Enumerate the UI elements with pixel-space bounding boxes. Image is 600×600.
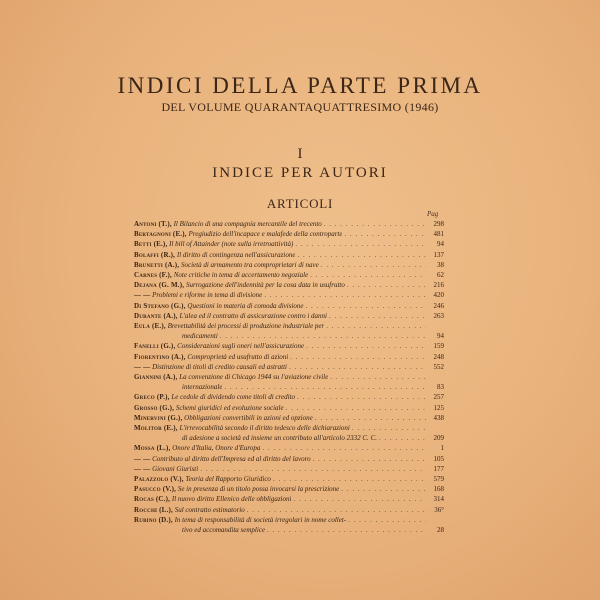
index-entry <box>134 290 444 300</box>
entry-page-number: 216 <box>433 281 444 290</box>
leader-dots <box>284 403 426 413</box>
entry-author: Minervini (G.), <box>134 413 183 422</box>
entry-page-number: 481 <box>433 230 444 239</box>
entry-page-number: 159 <box>433 342 444 351</box>
subsection-title: ARTICOLI <box>266 196 334 211</box>
entry-title: Obbligazioni convertibili in azioni ed opzione <box>184 413 313 422</box>
leader-dots <box>295 250 426 260</box>
index-entry <box>134 494 444 504</box>
index-entry-line <box>134 454 444 464</box>
index-entry-line <box>134 239 444 249</box>
entry-author: Mossa (L.), <box>134 444 171 453</box>
entry-author: Carnes (F.), <box>134 271 172 280</box>
entry-author: — — <box>134 362 151 371</box>
index-entry <box>134 219 444 229</box>
leader-dots <box>198 464 426 474</box>
leader-dots <box>339 484 426 494</box>
index-entry-line <box>134 331 444 341</box>
leader-dots <box>293 239 426 249</box>
entry-author: Rubino (D.), <box>134 515 173 524</box>
entry-page-number: 579 <box>433 475 444 484</box>
index-entry-line <box>134 372 444 382</box>
entry-title: Considerazioni sugli oneri nell'assicurazione <box>177 342 305 351</box>
index-entry <box>134 301 444 311</box>
entry-author: Palazzolo (V.), <box>134 475 184 484</box>
entry-page-number: 246 <box>433 301 444 310</box>
entry-title: Se in presenza di un titolo possa invocarsi la prescrizione <box>177 485 340 494</box>
entry-page-number: 137 <box>433 250 444 259</box>
index-entry <box>134 443 444 453</box>
index-entry-line <box>134 443 444 453</box>
entry-author: Fanelli (G.), <box>134 342 176 351</box>
index-entry <box>134 413 444 423</box>
entry-title: tivo ed accomandita semplice <box>182 526 266 535</box>
entry-author: Pasucco (V.), <box>134 485 177 494</box>
entry-title: In tema di responsabilità di società irregolari in nome collet- <box>174 515 347 524</box>
index-entry <box>134 484 444 494</box>
leader-dots <box>319 260 426 270</box>
entry-author: Betti (E.), <box>134 240 168 249</box>
leader-dots <box>260 443 426 453</box>
entry-title: Il diritto di contingenza nell'assicurazione <box>176 250 296 259</box>
entry-title: Problemi e riforme in tema di divisione <box>152 291 263 300</box>
entry-author: Bertagnoni (E.), <box>134 230 187 239</box>
leader-dots <box>308 270 426 280</box>
entry-page-number: 28 <box>437 526 444 535</box>
entry-author: Di Stefano (G.), <box>134 301 186 310</box>
index-entry <box>134 270 444 280</box>
leader-dots <box>218 331 426 341</box>
author-index-list <box>134 219 444 535</box>
entry-title: Note critiche in tema di accertamento negoziale <box>173 271 309 280</box>
index-entry-line <box>134 250 444 260</box>
leader-dots <box>324 321 426 331</box>
entry-title: Teoria del Rapporto Giuridico <box>185 475 271 484</box>
index-entry-line <box>134 341 444 351</box>
index-entry-line <box>134 392 444 402</box>
index-entry-line <box>134 270 444 280</box>
leader-dots <box>311 454 426 464</box>
section-number: I <box>297 146 303 162</box>
section-title: INDICE PER AUTORI <box>212 165 388 181</box>
index-entry <box>134 372 444 392</box>
entry-author: Greco (P.), <box>134 393 170 402</box>
entry-title: Le cedole di dividendo come titoli di credito <box>171 393 295 402</box>
index-entry-line <box>134 260 444 270</box>
leader-dots <box>262 290 426 300</box>
entry-author: Dejana (G. M.), <box>134 281 185 290</box>
entry-page-number: 1 <box>440 444 444 453</box>
index-entry <box>134 464 444 474</box>
entry-title: Onore d'Italia, Onore d'Europa <box>172 444 261 453</box>
index-entry-line <box>134 229 444 239</box>
entry-title: di adesione a società ed insieme un contributo all'articolo 2332 C. C. <box>182 434 377 443</box>
leader-dots <box>295 392 426 402</box>
entry-page-number: 62 <box>437 271 444 280</box>
index-entry <box>134 515 444 535</box>
leader-dots <box>377 433 426 443</box>
index-entry <box>134 505 444 515</box>
leader-dots <box>322 219 426 229</box>
entry-page-number: 438 <box>433 413 444 422</box>
entry-title: L'irrevocabilità secondo il diritto tedesco delle dichiarazioni <box>179 424 350 433</box>
entry-page-number: 38 <box>437 260 444 269</box>
index-entry-line <box>134 474 444 484</box>
entry-title: Contributo al diritto dell'Impresa ed al diritto del lavoro <box>152 454 311 463</box>
index-entry-line <box>134 505 444 515</box>
entry-page-number: 420 <box>433 291 444 300</box>
entry-author: Rocas (C.), <box>134 495 171 504</box>
entry-title: Sul contratto estimatorio <box>174 505 245 514</box>
entry-title: Distinzione di titoli di credito causali ed astratti <box>152 362 287 371</box>
index-entry <box>134 341 444 351</box>
entry-title: Pregiudizio dell'incapace e malafede della controparte <box>188 230 343 239</box>
entry-title: La convenzione di Chicago 1944 su l'aviazione civile <box>179 373 329 382</box>
entry-title: Società di armamento tra comproprietari di nave <box>180 260 319 269</box>
entry-page-number: 298 <box>433 220 444 228</box>
entry-page-number: 94 <box>437 332 444 341</box>
index-entry-line <box>134 433 444 443</box>
leader-dots <box>304 301 427 311</box>
entry-author: Eula (E.), <box>134 322 166 331</box>
index-entry-line <box>134 382 444 392</box>
leader-dots <box>287 362 426 372</box>
entry-page-number: 125 <box>433 403 444 412</box>
index-entry-line <box>134 423 444 433</box>
entry-author: Antoni (T.), <box>134 220 172 228</box>
leader-dots <box>291 494 426 504</box>
entry-author: — — <box>134 464 151 473</box>
entry-page-number: 314 <box>433 495 444 504</box>
index-entry <box>134 250 444 260</box>
leader-dots <box>345 280 426 290</box>
entry-title: medicamenti <box>182 332 218 341</box>
index-entry <box>134 260 444 270</box>
entry-title: Il nuovo diritto Ellenico delle obbligazioni <box>171 495 292 504</box>
entry-page-number: 248 <box>433 352 444 361</box>
leader-dots <box>313 413 426 423</box>
entry-author: Grosso (G.), <box>134 403 175 412</box>
leader-dots <box>222 382 426 392</box>
index-entry <box>134 229 444 239</box>
index-entry-line <box>134 301 444 311</box>
leader-dots <box>265 525 426 535</box>
entry-title: Comproprietà ed usufrutto di azioni <box>187 352 289 361</box>
entry-author: — — <box>134 454 151 463</box>
index-entry <box>134 239 444 249</box>
entry-author: — — <box>134 291 151 300</box>
leader-dots <box>304 341 426 351</box>
page-title: INDICI DELLA PARTE PRIMA <box>117 73 483 98</box>
leader-dots <box>342 229 426 239</box>
entry-title: Il Bilancio di una compagnia mercantile del trecento <box>173 220 322 228</box>
entry-page-number: 105 <box>433 454 444 463</box>
leader-dots <box>346 515 426 525</box>
leader-dots <box>350 423 426 433</box>
entry-title: Il bill of Attainder (note sulla irretroattività) <box>169 240 294 249</box>
index-entry-line <box>134 484 444 494</box>
entry-author: Brunetti (A.), <box>134 260 180 269</box>
entry-page-number: 83 <box>437 383 444 392</box>
index-entry-line <box>134 219 444 229</box>
entry-page-number: 263 <box>433 311 444 320</box>
entry-page-number: 257 <box>433 393 444 402</box>
index-entry <box>134 392 444 402</box>
entry-title: Giovani Giuristi <box>152 464 199 473</box>
leader-dots <box>328 372 426 382</box>
page-subtitle: DEL VOLUME QUARANTAQUATTRESIMO (1946) <box>161 100 439 114</box>
entry-page-number: 168 <box>433 485 444 494</box>
index-entry-line <box>134 464 444 474</box>
entry-page-number: 36° <box>434 505 444 514</box>
index-entry <box>134 321 444 341</box>
leader-dots <box>327 311 426 321</box>
entry-author: Giannini (A.), <box>134 373 178 382</box>
entry-title: Surrogazione dell'indennità per la cosa data in usufrutto <box>185 281 345 290</box>
index-entry-line <box>134 515 444 525</box>
index-entry <box>134 280 444 290</box>
entry-title: Questioni in materia di comoda divisione <box>187 301 304 310</box>
index-entry-line <box>134 494 444 504</box>
index-entry-line <box>134 290 444 300</box>
index-entry <box>134 352 444 362</box>
index-entry-line <box>134 280 444 290</box>
entry-page-number: 94 <box>437 240 444 249</box>
leader-dots <box>288 352 426 362</box>
index-entry <box>134 474 444 484</box>
index-entry <box>134 423 444 443</box>
index-entry <box>134 454 444 464</box>
index-entry-line <box>134 321 444 331</box>
index-entry-line <box>134 413 444 423</box>
entry-author: Molitor (E.), <box>134 424 178 433</box>
index-entry-line <box>134 362 444 372</box>
entry-page-number: 552 <box>433 362 444 371</box>
index-entry <box>134 403 444 413</box>
entry-title: L'alea ed il contratto di assicurazione contro i danni <box>179 311 327 320</box>
entry-title: Brevettabilità dei processi di produzione industriale per <box>167 322 325 331</box>
index-entry-line <box>134 403 444 413</box>
index-entry <box>134 311 444 321</box>
index-entry-line <box>134 525 444 535</box>
entry-author: Rocchi (L.), <box>134 505 173 514</box>
entry-author: Durante (A.), <box>134 311 178 320</box>
index-entry-line <box>134 352 444 362</box>
entry-title: internazionale <box>182 383 223 392</box>
entry-author: Fiorentino (A.), <box>134 352 186 361</box>
index-entry <box>134 362 444 372</box>
leader-dots <box>271 474 426 484</box>
entry-page-number: 209 <box>433 434 444 443</box>
entry-author: Bolaffi (R.), <box>134 250 176 259</box>
leader-dots <box>245 505 426 515</box>
page-column-label: Pag <box>427 210 439 218</box>
entry-page-number: 177 <box>433 464 444 473</box>
entry-title: Schemi giuridici ed evoluzione sociale <box>175 403 284 412</box>
index-entry-line <box>134 311 444 321</box>
